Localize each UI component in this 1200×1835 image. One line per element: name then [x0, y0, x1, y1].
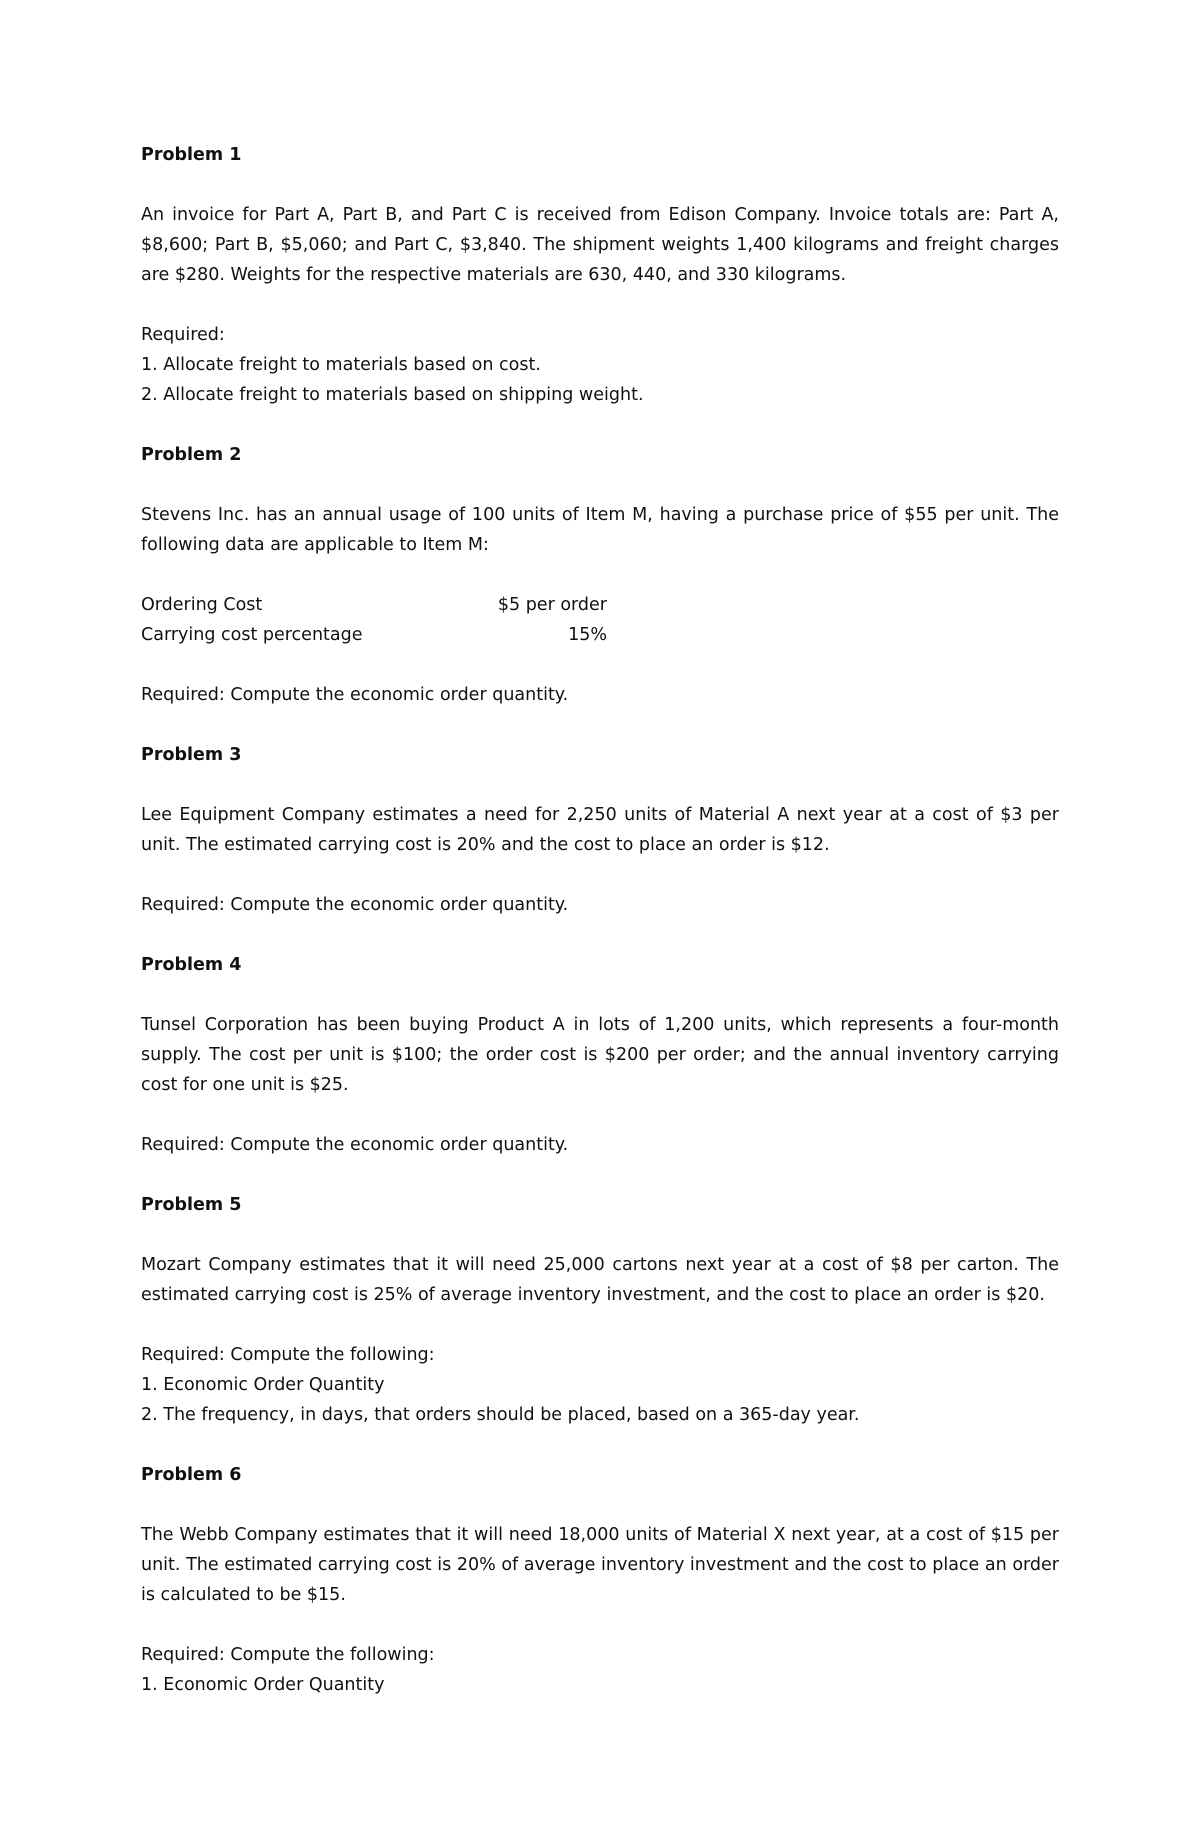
- table-row: [141, 590, 607, 620]
- problem-3: [141, 740, 1059, 920]
- document-content: [141, 140, 1059, 1730]
- required-text: Required: Compute the economic order quantity.: [141, 1135, 569, 1155]
- problem-body: The Webb Company estimates that it will need 18,000 units of Material X next year, at a cost of $15 per unit. The estimated carrying cost is 20% of average inventory investment and the cost to place an order is calculated to be $15.: [141, 1525, 1059, 1605]
- problem-body: Lee Equipment Company estimates a need for 2,250 units of Material A next year at a cost of $3 per unit. The estimated carrying cost is 20% and the cost to place an order is $12.: [141, 805, 1059, 855]
- problem-title: Problem 1: [141, 145, 242, 165]
- problem-title: Problem 3: [141, 745, 242, 765]
- required-item: 2. Allocate freight to materials based on shipping weight.: [141, 385, 644, 405]
- problem-5: [141, 1190, 1059, 1430]
- problem-body: Mozart Company estimates that it will need 25,000 cartons next year at a cost of $8 per carton. The estimated carrying cost is 25% of average inventory investment, and the cost to place an order is $20.: [141, 1255, 1059, 1305]
- problem-body: Tunsel Corporation has been buying Product A in lots of 1,200 units, which represents a four-month supply. The cost per unit is $100; the order cost is $200 per order; and the annual inventory carrying cost for one unit is $25.: [141, 1015, 1059, 1095]
- required-section: [141, 320, 1059, 410]
- table-row: [141, 620, 607, 650]
- problem-2: [141, 440, 1059, 710]
- problem-title: Problem 4: [141, 955, 242, 975]
- required-label: Required: Compute the following:: [141, 1645, 435, 1665]
- cost-data-table: [141, 590, 607, 650]
- table-cell-value: 15%: [568, 625, 607, 645]
- required-section: [141, 1640, 1059, 1700]
- required-label: Required: Compute the following:: [141, 1345, 435, 1365]
- problem-title: Problem 6: [141, 1465, 242, 1485]
- table-cell-label: Ordering Cost: [141, 595, 263, 615]
- table-cell-label: Carrying cost percentage: [141, 625, 363, 645]
- required-item: 1. Economic Order Quantity: [141, 1675, 385, 1695]
- problem-body: Stevens Inc. has an annual usage of 100 units of Item M, having a purchase price of $55 per unit. The following data are applicable to Item M:: [141, 505, 1059, 555]
- problem-6: [141, 1460, 1059, 1700]
- problem-body: An invoice for Part A, Part B, and Part C is received from Edison Company. Invoice totals are: Part A, $8,600; Part B, $5,060; and Part C, $3,840. The shipment weights 1,400 kilograms and freight charges are $280. Weights for the respective materials are 630, 440, and 330 kilograms.: [141, 205, 1059, 285]
- required-text: Required: Compute the economic order quantity.: [141, 685, 569, 705]
- required-text: Required: Compute the economic order quantity.: [141, 895, 569, 915]
- problem-title: Problem 5: [141, 1195, 242, 1215]
- required-item: 2. The frequency, in days, that orders should be placed, based on a 365-day year.: [141, 1405, 860, 1425]
- required-label: Required:: [141, 325, 225, 345]
- problem-1: [141, 140, 1059, 410]
- required-item: 1. Allocate freight to materials based on cost.: [141, 355, 541, 375]
- problem-title: Problem 2: [141, 445, 242, 465]
- required-section: [141, 1340, 1059, 1430]
- required-item: 1. Economic Order Quantity: [141, 1375, 385, 1395]
- problem-4: [141, 950, 1059, 1160]
- table-cell-value: $5 per order: [497, 595, 607, 615]
